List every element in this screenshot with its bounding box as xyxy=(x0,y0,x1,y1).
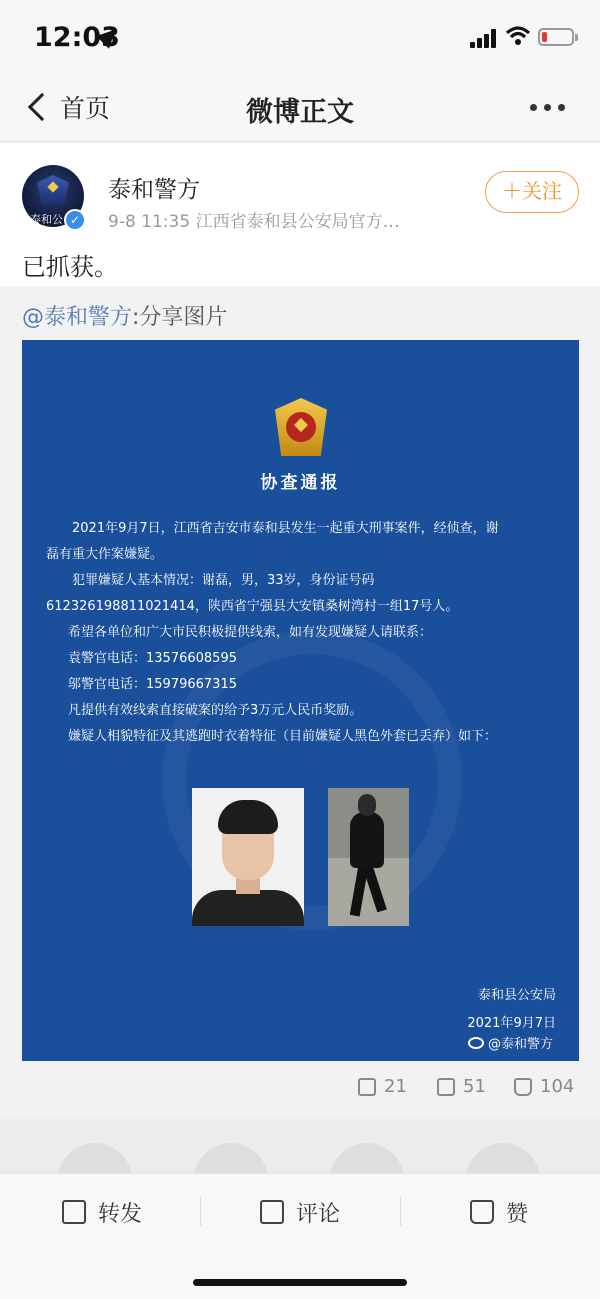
share-icon xyxy=(62,1200,86,1224)
wifi-icon xyxy=(505,24,531,48)
repost-suffix: :分享图片 xyxy=(132,305,228,330)
recommended-avatar xyxy=(58,1143,132,1173)
police-emblem-icon xyxy=(272,398,330,462)
avatar-text: 泰和公 xyxy=(30,213,63,226)
thumbs-up-icon xyxy=(470,1200,494,1224)
recommended-avatar xyxy=(194,1143,268,1173)
recommended-avatar xyxy=(466,1143,540,1173)
notice-line: 袁警官电话：13576608595 xyxy=(68,651,237,666)
follow-button[interactable]: ＋关注 xyxy=(485,171,579,213)
repost-stats xyxy=(0,1076,600,1106)
weibo-logo-icon xyxy=(468,1037,484,1049)
notice-line: 邬警官电话：15979667315 xyxy=(68,677,237,692)
repost-button[interactable] xyxy=(62,1196,142,1228)
verified-icon: ✓ xyxy=(64,209,86,231)
notice-footer xyxy=(22,982,556,1038)
notice-title: 协查通报 xyxy=(260,473,341,493)
more-button[interactable] xyxy=(530,104,565,111)
back-button[interactable] xyxy=(26,88,110,126)
comment-icon xyxy=(260,1200,284,1224)
divider xyxy=(200,1196,201,1226)
status-time: 12:03 xyxy=(34,22,120,53)
like-button[interactable] xyxy=(470,1196,528,1228)
post-text: 已抓获。 xyxy=(22,253,118,281)
suspect-portrait-photo xyxy=(192,788,304,926)
notice-body xyxy=(46,516,558,750)
repost-count: 21 xyxy=(384,1076,407,1097)
battery-icon xyxy=(538,28,574,46)
comment-count: 51 xyxy=(463,1076,486,1097)
recommendation-strip xyxy=(0,1119,600,1173)
post-card xyxy=(0,143,600,286)
comment-button[interactable] xyxy=(260,1196,340,1228)
more-dot-icon xyxy=(530,104,537,111)
status-bar xyxy=(0,0,600,72)
user-name[interactable]: 泰和警方 xyxy=(108,177,200,203)
divider xyxy=(400,1196,401,1226)
notice-line: 嫌疑人相貌特征及其逃跑时衣着特征（目前嫌疑人黑色外套已丢弃）如下： xyxy=(68,729,498,744)
notice-line: 希望各单位和广大市民积极提供线索，如有发现嫌疑人请联系： xyxy=(68,625,433,640)
more-dot-icon xyxy=(558,104,565,111)
like-count-button[interactable] xyxy=(514,1076,574,1097)
notice-line: 凡提供有效线索直接破案的给予3万元人民币奖励。 xyxy=(68,703,363,718)
police-badge-icon xyxy=(37,175,69,205)
notice-line: 612326198811021414，陕西省宁强县大安镇桑树湾村一组17号人。 xyxy=(46,599,459,614)
comment-icon xyxy=(437,1078,455,1096)
notice-issuer: 泰和县公安局 xyxy=(477,988,556,1003)
page-title: 微博正文 xyxy=(246,97,354,128)
notice-line: 磊有重大作案嫌疑。 xyxy=(46,547,164,562)
repost-section xyxy=(0,286,600,1119)
comment-count-button[interactable] xyxy=(437,1076,486,1097)
back-label: 首页 xyxy=(60,94,111,123)
thumbs-up-icon xyxy=(514,1078,532,1096)
signal-icon xyxy=(470,28,500,48)
notice-date: 2021年9月7日 xyxy=(467,1016,556,1031)
share-icon xyxy=(358,1078,376,1096)
weibo-watermark-text: @泰和警方 xyxy=(488,1037,554,1052)
weibo-watermark xyxy=(468,1033,553,1052)
like-count: 104 xyxy=(540,1076,575,1097)
suspect-cctv-photo xyxy=(328,788,409,926)
chevron-left-icon xyxy=(28,93,56,121)
home-indicator[interactable] xyxy=(193,1279,407,1286)
repost-header xyxy=(22,300,227,331)
more-dot-icon xyxy=(544,104,551,111)
action-bar xyxy=(0,1173,600,1299)
notice-line: 2021年9月7日，江西省吉安市泰和县发生一起重大刑事案件，经侦查，谢 xyxy=(72,521,499,536)
repost-count-button[interactable] xyxy=(358,1076,407,1097)
mention-link[interactable]: @泰和警方 xyxy=(22,305,133,330)
shared-image[interactable] xyxy=(22,340,579,1061)
repost-label: 转发 xyxy=(98,1201,143,1227)
like-label: 赞 xyxy=(506,1201,529,1227)
post-meta: 9-8 11:35 江西省泰和县公安局官方… xyxy=(108,212,400,232)
nav-bar xyxy=(0,72,600,142)
notice-line: 犯罪嫌疑人基本情况：谢磊，男，33岁，身份证号码 xyxy=(72,573,375,588)
comment-label: 评论 xyxy=(296,1201,341,1227)
recommended-avatar xyxy=(330,1143,404,1173)
